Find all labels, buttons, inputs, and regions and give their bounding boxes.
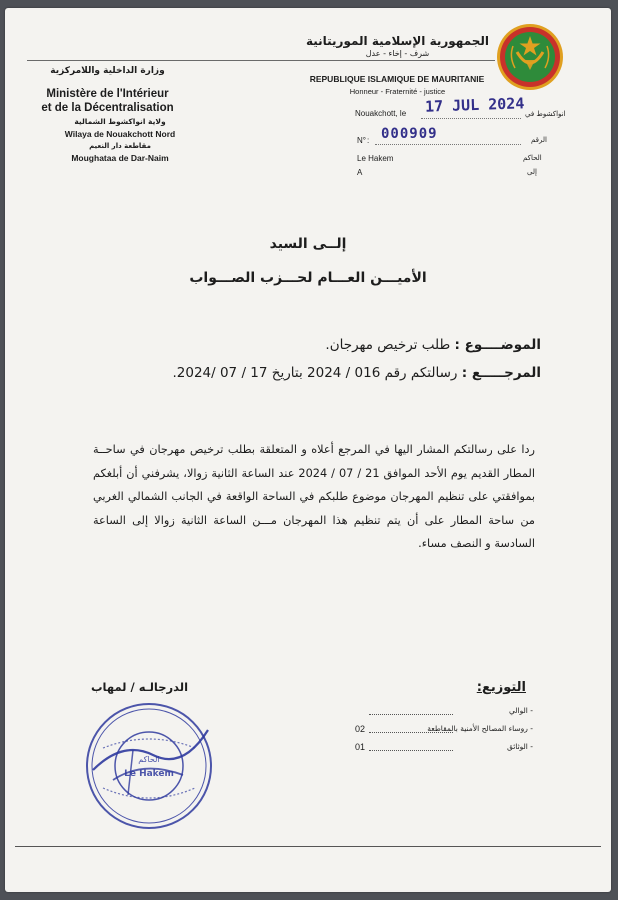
number-label-fr: N° [357,136,366,145]
ministry-name-fr-line1: Ministère de l'Intérieur [46,88,169,100]
header-rule [27,60,495,61]
place-label-fr: Nouakchott, le [355,109,407,118]
official-stamp-icon [83,700,215,832]
subject-line [325,337,541,353]
motto-ar: شرف - إخاء - عدل [365,49,430,58]
distribution-count: 02 [355,724,366,734]
wilaya-fr: Wilaya de Nouakchott Nord [64,129,176,139]
to-label-ar: إلى [527,168,537,176]
distribution-name: - روساء المصالح الأمنية بالمقاطعة [427,724,533,733]
distribution-count: 01 [355,742,366,752]
number-label-ar: الرقم [531,136,547,144]
place-label-ar: انواكشوط في [525,110,566,118]
republic-name-ar: الجمهورية الإسلامية الموريتانية [305,34,490,48]
letter-page [5,8,611,892]
motto-fr: Honneur - Fraternité - justice [349,87,446,96]
coat-of-arms-icon [495,22,565,92]
reference-label: المرجـــــع : [461,365,541,381]
addressee-salutation: إلــى السيد [269,236,347,252]
subject-value: طلب ترخيص مهرجان. [325,337,451,353]
distribution-item [355,706,533,720]
from-label-fr: Le Hakem [357,154,394,163]
moughataa-fr: Moughataa de Dar-Naim [71,153,169,163]
reference-number-handwritten: 000909 [381,126,438,142]
distribution-title: التوزيع: [476,680,526,695]
svg-text:Le Hakem: Le Hakem [124,769,174,779]
republic-name-fr: REPUBLIQUE ISLAMIQUE DE MAURITANIE [309,74,485,84]
distribution-item [355,724,533,738]
number-dotted-line [375,144,521,145]
addressee-title: الأميـــن العـــام لحـــزب الصـــواب [189,270,427,286]
distribution-name: - الوثائق [506,742,533,751]
date-handwritten: 17 JUL 2024 [424,94,525,116]
wilaya-ar: ولاية انواكشوط الشمالية [74,117,166,126]
signatory-name: الدرجالـه / لمهاب [91,680,189,694]
subject-label: الموضــــوع : [454,337,541,353]
date-dotted-line [421,118,521,119]
ministry-name-fr-line2: et de la Décentralisation [41,102,174,114]
reference-line [172,365,541,381]
moughataa-ar: مقاطعة دار النعيم [89,142,151,150]
footer-rule [15,846,601,847]
svg-text:الحاكم: الحاكم [138,755,160,764]
distribution-dots [369,714,453,715]
ministry-name-ar: وزارة الداخلية واللامركزية [50,66,165,76]
distribution-name: - الوالي [509,706,533,715]
distribution-item [355,742,533,756]
to-label-fr: A [357,168,363,177]
from-label-ar: الحاكم [523,154,542,162]
letter-body: ردا على رسالتكم المشار اليها في المرجع أعلاه و المتعلقة بطلب ترخيص مهرجان في ساحــة المطار القديم يوم الأحد الموافق 21 / 07 / 2024 عند الساعة الثانية زوالا، يشرفني أن أبلغكم بموافقتي على تنظيم المهرجان موضوع طلبكم في الساحة الواقعة في الجانب الشمالي الغربي من ساحة المطار على أن يتم تنظيم هذا المهرجان مـــن الساعة الثانية زوالا إلى الساعة السادسة و النصف مساء. [93,443,535,550]
distribution-dots [369,750,453,751]
reference-value: رسالتكم رقم 016 / 2024 بتاريخ 17 / 07 /2024. [172,365,458,381]
number-colon: : [367,136,370,145]
